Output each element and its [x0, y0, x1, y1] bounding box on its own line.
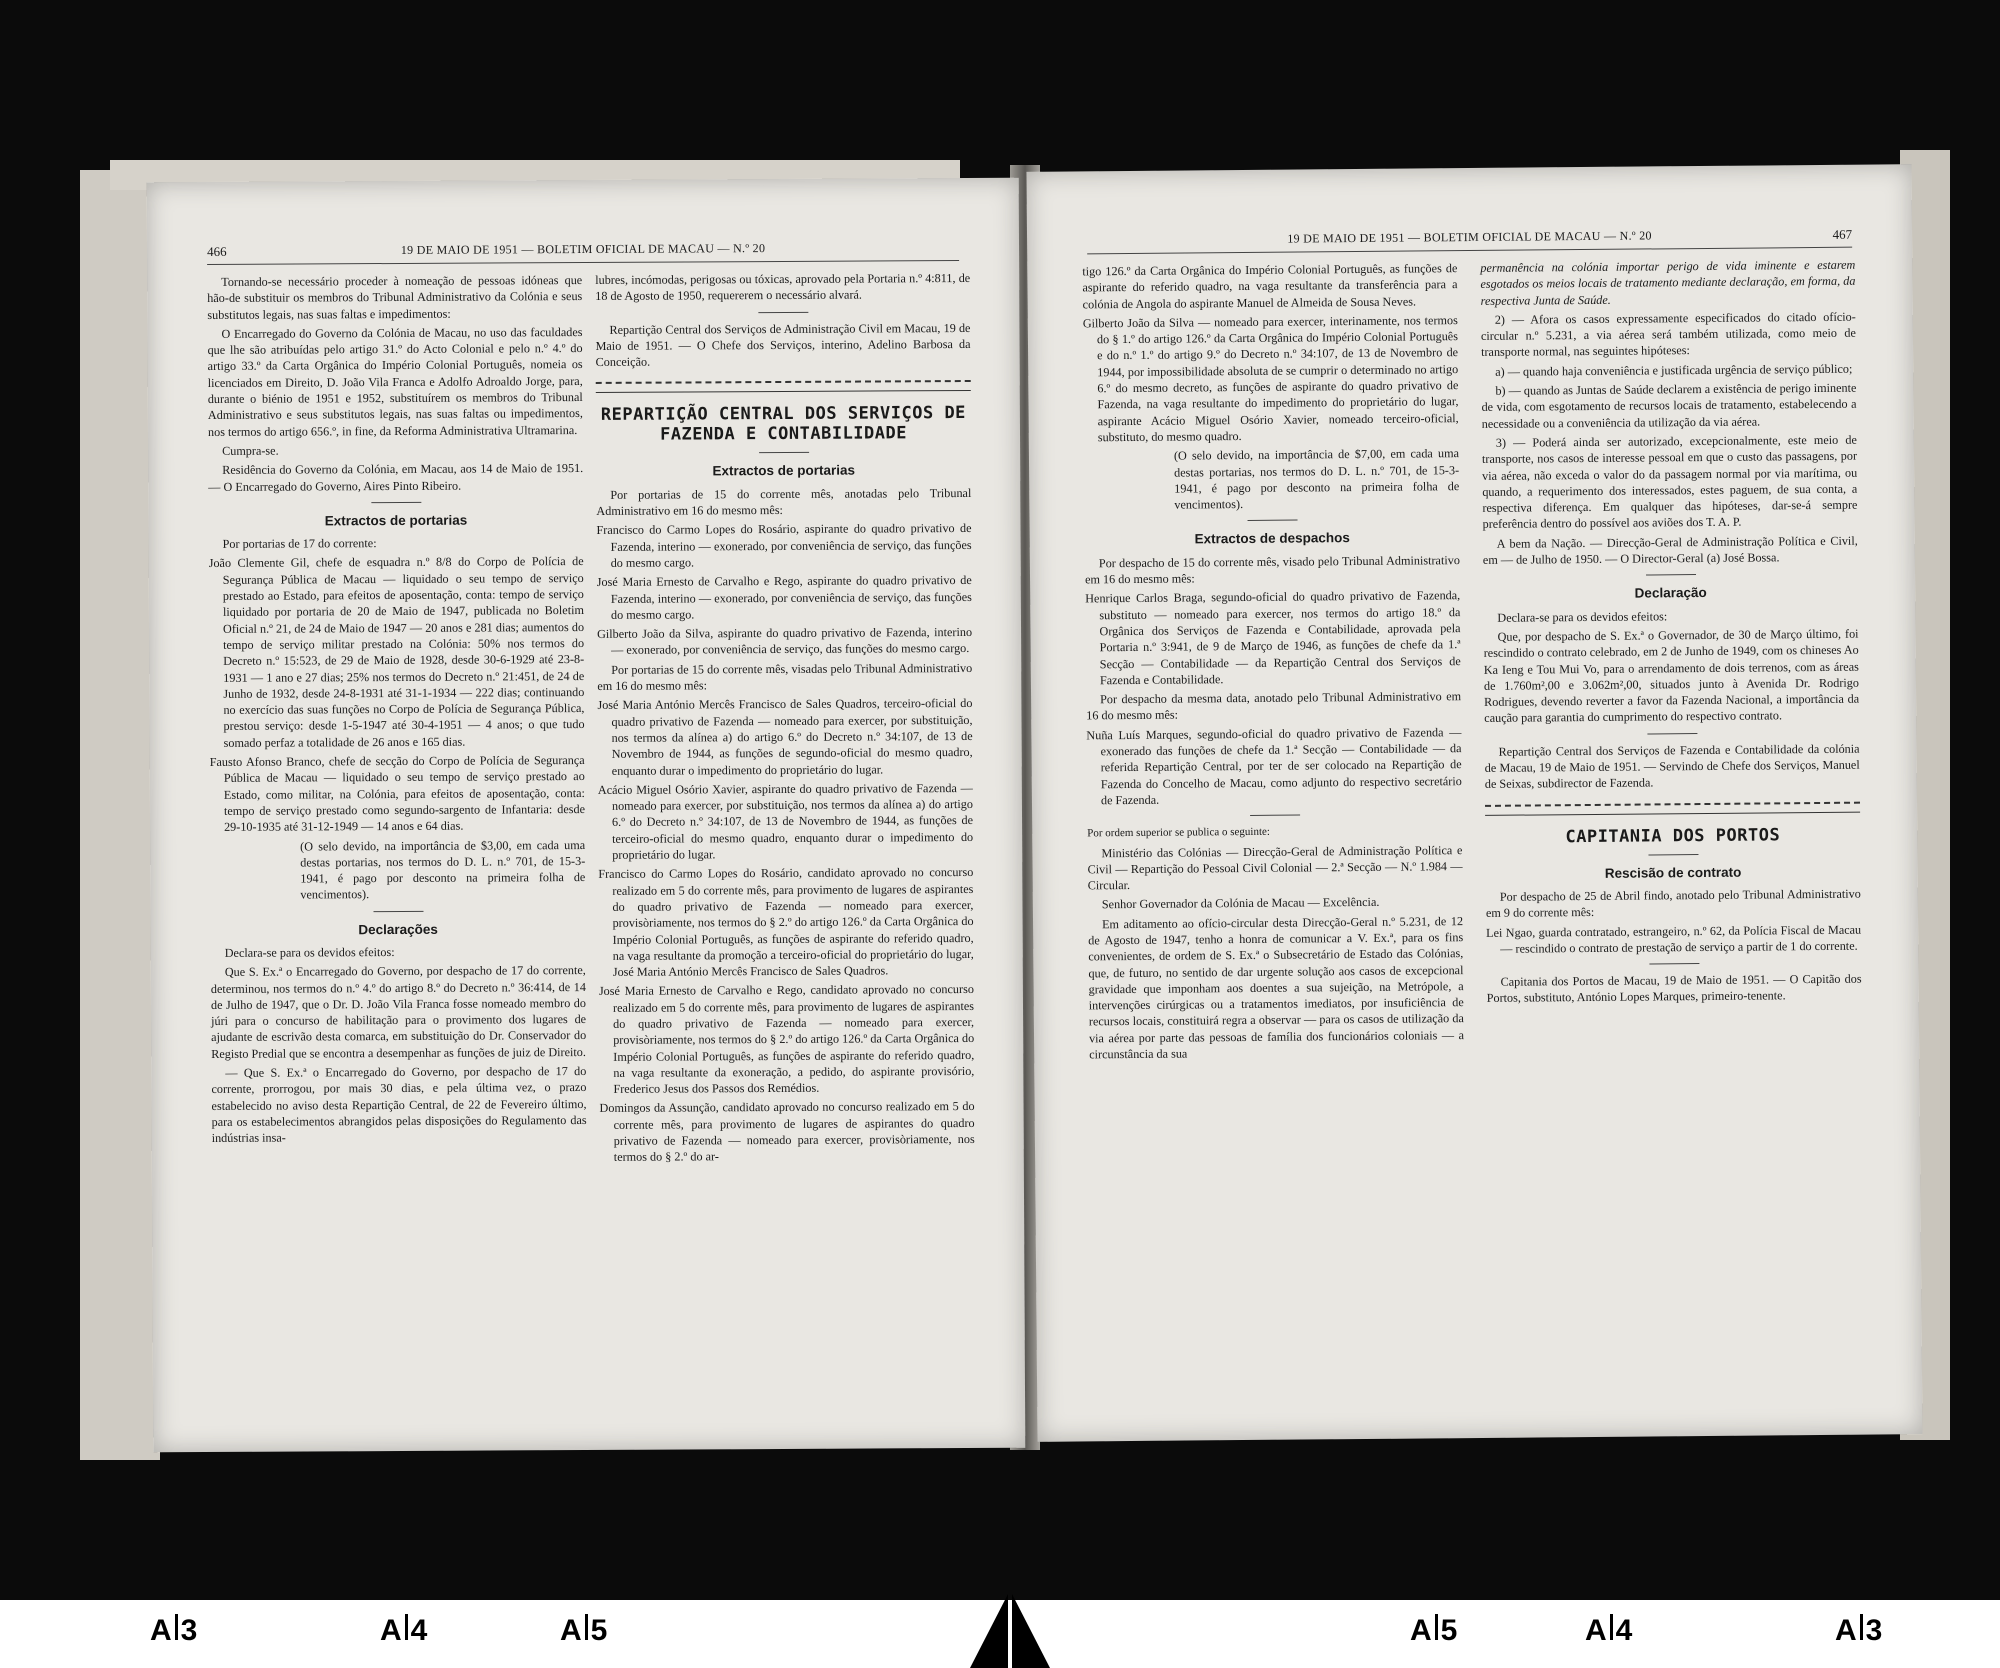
paragraph: Tornando-se necessário proceder à nomeação de pessoas idóneas que hão-de substituir os membros do Tribunal Administrativo da Colónia e seus substitutos legais, nas suas faltas e impedimentos: [207, 273, 583, 322]
left-page [147, 178, 1026, 1453]
paragraph: Francisco do Carmo Lopes do Rosário, candidato aprovado no concurso realizado em 5 do corrente mês, para provimento de lugares de aspirantes do quadro privativo de Fazenda — nomeado para exercer, provisòriamente, nos termos do § 2.º do artigo 126.º da Carta Orgânica do Império Colonial Português, as funções de aspirante do referido quadro, na vaga resultante da promoção a terceiro-oficial do proprietário do lugar, José Maria António Mercês Francisco de Sales Quadros. [598, 865, 974, 979]
right-page [1026, 164, 1922, 1442]
separator [1647, 733, 1697, 734]
paragraph: Por portarias de 15 do corrente mês, visadas pelo Tribunal Administrativo em 16 do mesmo mês: [597, 660, 973, 693]
paragraph: Repartição Central dos Serviços de Administração Civil em Macau, 19 de Maio de 1951. — O Chefe dos Serviços, interino, Adelino Barbosa da Conceição. [595, 320, 971, 370]
paragraph: Residência do Governo da Colónia, em Macau, aos 14 de Maio de 1951. — O Encarregado do Governo, Aires Pinto Ribeiro. [208, 461, 584, 494]
paragraph: A bem da Nação. — Direcção-Geral de Administração Política e Civil, em — de Julho de 1950. — O Director-Geral (a) José Bossa. [1482, 533, 1858, 567]
paragraph: (O selo devido, na importância de $3,00, em cada uma destas portarias, nos termos do D. L. n.º 701, de 15-3-1941, é pago por desconto na primeira folha de vencimentos). [300, 837, 586, 902]
frame-mark: A 4 [380, 1614, 428, 1647]
paragraph: Que S. Ex.ª o Encarregado do Governo, por despacho de 17 do corrente, determinou, nos termos do n.º 4.º do artigo 8.º do Decreto n.º 36:414, de 14 de Julho de 1947, que o Dr. D. João Vila Franca fosse nomeado membro do júri para o concurso de habilitação para o provimento dos lugares de ajudante de escrivão desta comarca, em substituição do Dr. Conservador do Registo Predial que se encontra a desempenhar as funções de juiz de Direito. [210, 963, 587, 1061]
ornamental-rule [1485, 801, 1860, 815]
section-title: REPARTIÇÃO CENTRAL DOS SERVIÇOS DE FAZENDA E CONTABILIDADE [600, 403, 966, 446]
section-heading: Rescisão de contrato [1604, 864, 1742, 881]
section-heading: Declaração [1634, 585, 1707, 601]
paragraph: Fausto Afonso Branco, chefe de secção do Corpo de Polícia de Segurança Pública de Macau — liquidado o seu tempo de serviço prestado ao Estado, como militar, na Colónia, para efeitos de aposentação, conta: tempo de serviço prestado como segundo-sargento de Infantaria: desde 29-10-1935 até 31-12-1949 — 14 anos e 64 dias. [209, 753, 586, 835]
paragraph: Cumpra-se. [222, 443, 279, 458]
separator [373, 911, 423, 912]
paragraph: Que, por despacho de S. Ex.ª o Governador, de 30 de Março último, foi rescindido o contrato celebrado, em 2 de Junho de 1949, com os chineses Ao Ka Ieng e Tou Mui Vo, para o arrendamento de dois terrenos, com as áreas de 1.760m²,00 e 3.062m²,00, situados junto à Avenida Dr. Rodrigo Rodrigues, devendo reverter a favor da Fazenda Nacional, a importância da caução para garantia do cumprimento do respectivo contrato. [1483, 626, 1860, 726]
frame-mark: A 5 [1410, 1614, 1458, 1647]
paragraph: Acácio Miguel Osório Xavier, aspirante do quadro privativo de Fazenda — nomeado para exercer, por substituição, nos termos da alínea a) do artigo 6.º do Decreto n.º 34:107, de 13 de Novembro de 1944, as funções de terceiro-oficial do mesmo quadro, enquanto durar o impedimento do proprietário do lugar. [597, 780, 974, 862]
paragraph: (O selo devido, na importância de $7,00, em cada uma destas portarias, nos termos do D. L. n.º 701, de 15-3-1941, é pago por desconto na primeira folha de vencimentos). [1173, 446, 1460, 512]
paragraph: permanência na colónia importar perigo de vida iminente e estarem esgotados os meios locais de tratamento mediante declaração, em forma, da respectiva Junta de Saúde. [1480, 257, 1856, 308]
section-title: CAPITANIA DOS PORTOS [1565, 824, 1781, 847]
separator [1646, 574, 1696, 575]
frame-mark: A 3 [1835, 1614, 1883, 1647]
section-heading: Extractos de portarias [712, 463, 856, 479]
paragraph: Ministério das Colónias — Direcção-Geral de Administração Política e Civil — Repartição do Pessoal Civil Colonial — 2.ª Secção — N.º 1.984 — Circular. [1087, 842, 1463, 893]
paragraph: Por ordem superior se publica o seguinte: [1087, 825, 1270, 840]
paragraph: tigo 126.º da Carta Orgânica do Império Colonial Português, as funções de aspirante do referido quadro, na vaga resultante da transferência para a colónia de Angola do aspirante Manuel de Almeida de Sousa Neves. [1082, 261, 1458, 311]
paragraph: Gilberto João da Silva, aspirante do quadro privativo de Fazenda, interino — exonerado, por conveniência de serviço, das funções do mesmo cargo. [597, 625, 973, 658]
paragraph: a) — quando haja conveniência e justificada urgência de serviço público; [1495, 361, 1853, 379]
paragraph: O Encarregado do Governo da Colónia de Macau, no uso das faculdades que lhe são atribuídas pelo artigo 31.º do Acto Colonial e pelo n.º 4.º do artigo 33.º da Carta Orgânica do Império Colonial Português, nomeia os licenciados em Direito, D. João Vila Franca e Adolfo Adroaldo Jorge, para, durante o biénio de 1951 e 1952, substituírem os membros do Tribunal Administrativo e seus substitutos legais, nas suas faltas ou impedimentos, nos termos do artigo 656.º, in fine, da Reforma Administrativa Ultramarina. [207, 324, 583, 439]
separator [759, 452, 809, 453]
section-heading: Declarações [358, 921, 438, 937]
paragraph: Por despacho da mesma data, anotado pelo Tribunal Administrativo em 16 do mesmo mês: [1086, 689, 1462, 723]
paragraph: Por portarias de 17 do corrente: [222, 536, 377, 552]
paragraph: Gilberto João da Silva — nomeado para exercer, interinamente, nos termos do § 1.º do artigo 126.º da Carta Orgânica do Império Colonial Português e do n.º 1.º do artigo 9.º do Decreto n.º 34:107, de 13 de Novembro de 1944, por impossibilidade absoluta de se cumprir o determinado no artigo 6.º do mesmo decreto, as funções de aspirante do quadro privativo de Fazenda, na vaga resultante do impedimento do proprietário do lugar, aspirante Acácio Miguel Osório Xavier, nomeado terceiro-oficial, substituto, do mesmo quadro. [1082, 313, 1459, 445]
paragraph: José Maria António Mercês Francisco de Sales Quadros, terceiro-oficial do quadro privativo de Fazenda — nomeado para exercer, por substituição, nos termos da alínea a) do artigo 6.º do Decreto n.º 34:107, de 13 de Novembro de 1944, as funções de segundo-oficial do mesmo quadro, enquanto durar o impedimento do proprietário do lugar. [597, 696, 973, 778]
left-page-header [207, 240, 959, 265]
paragraph: Capitania dos Portos de Macau, 19 de Maio de 1951. — O Capitão dos Portos, substituto, António Lopes Marques, primeiro-tenente. [1486, 971, 1862, 1006]
paragraph: Em aditamento ao ofício-circular desta Direcção-Geral n.º 5.231, de 12 de Agosto de 1947, tenho a honra de comunicar a V. Ex.ª, para os fins convenientes, de ordem de S. Ex.ª o Subsecretário de Estado das Colónias, que, de futuro, no sentido de dar urgente solução aos casos de excepcional gravidade que imponham aos doentes a sua sujeição, na Metrópole, a intervenções cirúrgicas ou a tratamentos imediatos, por insuficiência de recursos locais, constituirá regra a observar — para os casos de utilização da via aérea por parte das pessoas de família dos funcionários coloniais — a circunstância da sua [1088, 913, 1465, 1062]
paragraph: 3) — Poderá ainda ser autorizado, excepcionalmente, este meio de transporte, nos casos de interesse pessoal em que o custo das passagens, por via aérea, não exceda o valor do da passagem normal por via marítima, ou quando, a requerimento dos interessados, estes paguem, de sua conta, a respectiva diferença. Em qualquer das hipóteses, dar-se-á sempre preferência dentro do possível aos aviões dos T. A. P. [1481, 432, 1858, 532]
left-page-column-2 [595, 270, 975, 1169]
frame-mark: A 5 [560, 1614, 608, 1647]
paragraph: lubres, incómodas, perigosas ou tóxicas, aprovado pela Portaria n.º 4:811, de 18 de Agosto de 1950, requererem o necessário alvará. [595, 270, 971, 304]
frame-mark: A 3 [150, 1614, 198, 1647]
paragraph: Nuña Luís Marques, segundo-oficial do quadro privativo de Fazenda — exonerado das funções de chefe da 1.ª Secção — Contabilidade — da referida Repartição Central, por ter de ser colocado na Repartição de Fazenda do Concelho de Macau, como adjunto do respectivo secretário de Fazenda. [1086, 724, 1462, 808]
paragraph: Domingos da Assunção, candidato aprovado no concurso realizado em 5 do corrente mês, para provimento de lugares de aspirantes do quadro privativo de Fazenda — nomeado para exercer, provisòriamente, nos termos do § 2.º do ar- [599, 1099, 975, 1165]
frame-mark: A 4 [1585, 1614, 1633, 1647]
section-heading: Extractos de despachos [1194, 530, 1350, 547]
paragraph: Repartição Central dos Serviços de Fazenda e Contabilidade da colónia de Macau, 19 de Maio de 1951. — Servindo de Chefe dos Serviços, Manuel de Seixas, subdirector de Fazenda. [1484, 741, 1860, 792]
paragraph: Senhor Governador da Colónia de Macau — Excelência. [1101, 895, 1380, 912]
center-arrow-icon [940, 1590, 1080, 1668]
paragraph: — Que S. Ex.ª o Encarregado do Governo, por despacho de 17 do corrente, prorrogou, por mais 30 dias, e pela última vez, o prazo estabelecido no aviso desta Repartição Central, de 22 de Fevereiro último, para os estabelecimentos abrangidos pelas disposições do Regulamento das indústrias insa- [211, 1064, 587, 1146]
right-page-running-title: 19 DE MAIO DE 1951 — BOLETIM OFICIAL DE MACAU — N.º 20 [1287, 228, 1652, 246]
separator [1247, 520, 1297, 521]
paragraph: José Maria Ernesto de Carvalho e Rego, candidato aprovado no concurso realizado em 5 do corrente mês, para provimento de lugares de aspirantes do quadro privativo de Fazenda — nomeado para exercer, provisòriamente, nos termos do § 2.º do artigo 126.º da Carta Orgânica do Império Colonial Português, as funções de aspirante do referido quadro, na vaga resultante da exoneração, a pedido, do aspirante provisório, Frederico Jesus dos Passos dos Remédios. [598, 982, 975, 1097]
paragraph: Declara-se para os devidos efeitos: [1497, 608, 1668, 625]
separator [1250, 815, 1300, 816]
paragraph: Por despacho de 25 de Abril findo, anotado pelo Tribunal Administrativo em 9 do corrente mês: [1485, 886, 1861, 921]
paragraph: Declara-se para os devidos efeitos: [224, 944, 395, 960]
paragraph: José Maria Ernesto de Carvalho e Rego, aspirante do quadro privativo de Fazenda, interino — exonerado, por conveniência de serviço, das funções do mesmo cargo. [596, 573, 972, 622]
left-page-running-title: 19 DE MAIO DE 1951 — BOLETIM OFICIAL DE MACAU — N.º 20 [400, 241, 766, 257]
section-heading: Extractos de portarias [324, 512, 468, 529]
separator [1648, 854, 1698, 855]
separator [1649, 963, 1699, 964]
paragraph: João Clemente Gil, chefe de esquadra n.º 8/8 do Corpo de Polícia de Segurança Pública de Macau — liquidado o seu tempo de serviço prestado ao Estado, para efeitos de aposentação, conta: tempo de serviço liquidado por portaria de 20 de Maio de 1947, publicada no Boletim Oficial n.º 21, de 24 de Maio de 1947 — 20 anos e 281 dias; aumentos do tempo de serviço militar prestado na Colónia: 50% nos termos do Decreto n.º 15:523, de 29 de Maio de 1928, desde 30-6-1929 até 23-8-1931 — 1 ano e 27 dias; 25% nos termos do Decreto n.º 21:451, de 24 de Junho de 1932, desde 24-8-1931 até 31-1-1934 — 222 dias; continuando no exercício das suas funções no Corpo de Polícia de Segurança Pública, prestou serviço: desde 1-5-1947 até 30-4-1951 — 4 anos; o que tudo somado perfaz a totalidade de 26 anos e 165 dias. [208, 554, 585, 750]
right-page-number: 467 [1832, 226, 1853, 242]
paragraph: Lei Ngao, guarda contratado, estrangeiro, n.º 62, da Polícia Fiscal de Macau — rescindido o contrato de prestação de serviço a partir de 1 do corrente. [1486, 922, 1862, 956]
paragraph: 2) — Afora os casos expressamente especificados do citado ofício-circular n.º 5.231, a via aérea será também utilizada, como meio de transporte normal, nas seguintes hipóteses: [1480, 309, 1856, 360]
ornamental-rule [596, 380, 971, 393]
paragraph: Por portarias de 15 do corrente mês, anotadas pelo Tribunal Administrativo em 16 do mesmo mês: [596, 485, 972, 519]
paragraph: Henrique Carlos Braga, segundo-oficial do quadro privativo de Fazenda, substituto — nomeado para exercer, nos termos do artigo 18.º da Orgânica dos Serviços de Fazenda e Contabilidade, aprovada pela Portaria n.º 3:941, de 9 de Março de 1946, as funções de chefe da 1.ª Secção — Contabilidade — da Repartição Central dos Serviços de Fazenda e Contabilidade. [1085, 588, 1461, 688]
right-page-header [1087, 227, 1852, 255]
right-page-column-1 [1082, 260, 1464, 1066]
separator [758, 311, 808, 312]
paragraph: Por despacho de 15 do corrente mês, visado pelo Tribunal Administrativo em 16 do mesmo mês: [1084, 552, 1460, 587]
separator [371, 502, 421, 503]
paragraph: Francisco do Carmo Lopes do Rosário, aspirante do quadro privativo de Fazenda, interino — exonerado, por conveniência de serviço, das funções do mesmo cargo. [596, 521, 972, 570]
paragraph: b) — quando as Juntas de Saúde declarem a existência de perigo iminente de vida, com esgotamento de recursos locais de tratamento, estabelecendo a necessidade ou a conveniência da utilização da via aérea. [1481, 380, 1857, 431]
left-page-column-1 [207, 272, 587, 1149]
right-page-column-2 [1480, 257, 1862, 1010]
left-page-number: 466 [207, 243, 227, 259]
